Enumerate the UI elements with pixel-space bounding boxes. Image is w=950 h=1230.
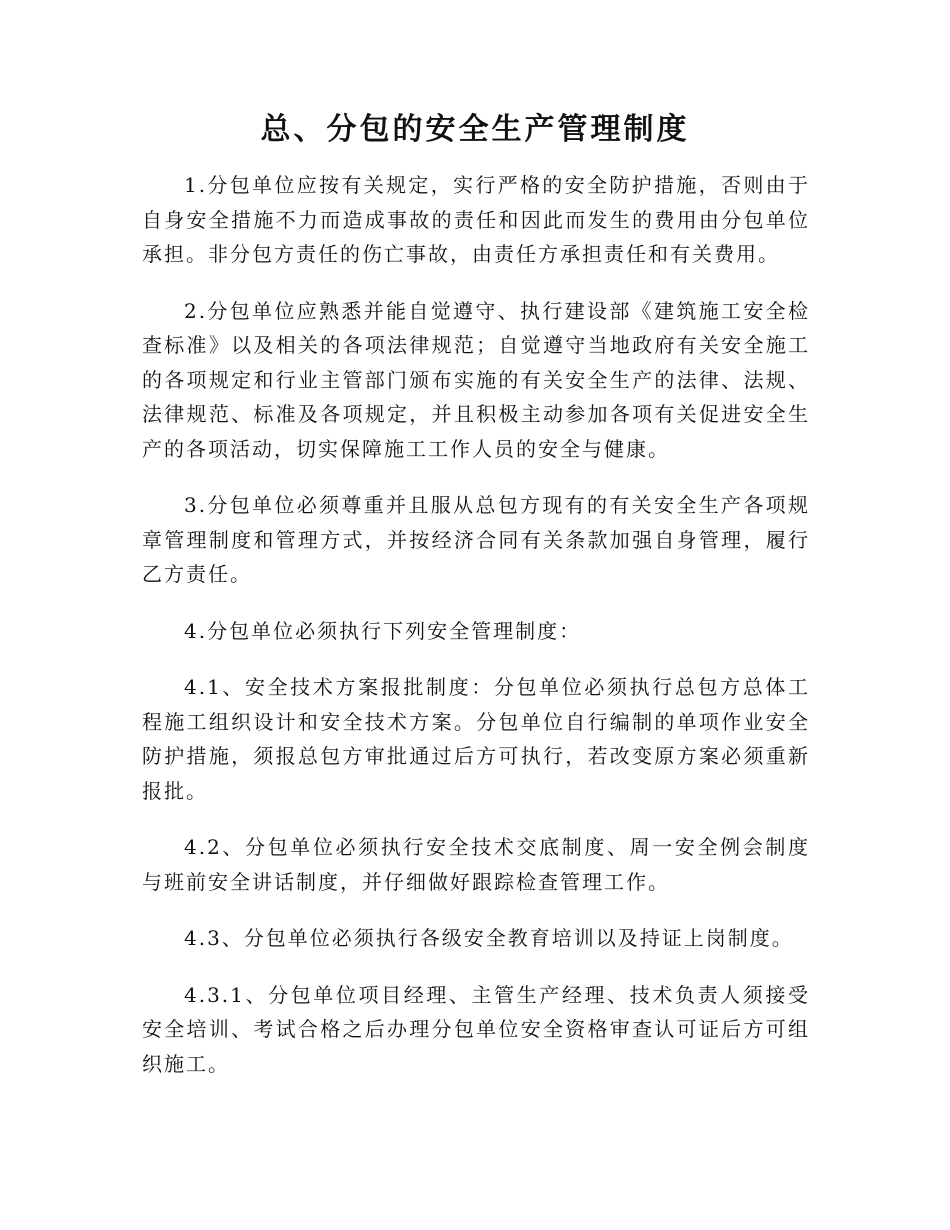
paragraph-3: 3.分包单位必须尊重并且服从总包方现有的有关安全生产各项规章管理制度和管理方式，并按经济合同有关条款加强自身管理，履行乙方责任。	[142, 493, 810, 586]
paragraph-4: 4.分包单位必须执行下列安全管理制度：	[184, 618, 582, 643]
paragraph-4-2: 4.2、分包单位必须执行安全技术交底制度、周一安全例会制度与班前安全讲话制度，并仔细做好跟踪检查管理工作。	[142, 835, 810, 894]
paragraph-4-1: 4.1、安全技术方案报批制度：分包单位必须执行总包方总体工程施工组织设计和安全技术方案。分包单位自行编制的单项作业安全防护措施，须报总包方审批通过后方可执行，若改变原方案必须重新报批。	[142, 675, 810, 803]
document-title: 总、分包的安全生产管理制度	[260, 112, 690, 147]
paragraph-4-3: 4.3、分包单位必须执行各级安全教育培训以及持证上岗制度。	[184, 926, 794, 950]
paragraph-4-3-1: 4.3.1、分包单位项目经理、主管生产经理、技术负责人须接受安全培训、考试合格之后办理分包单位安全资格审查认可证后方可组织施工。	[142, 982, 810, 1076]
document-body	[142, 168, 810, 1103]
paragraph-2: 2.分包单位应熟悉并能自觉遵守、执行建设部《建筑施工安全检查标准》以及相关的各项法律规范；自觉遵守当地政府有关安全施工的各项规定和行业主管部门颁布实施的有关安全生产的法律、法规、法律规范、标准及各项规定，并且积极主动参加各项有关促进安全生产的各项活动，切实保障施工工作人员的安全与健康。	[142, 298, 810, 461]
paragraph-1: 1.分包单位应按有关规定，实行严格的安全防护措施，否则由于自身安全措施不力而造成事故的责任和因此而发生的费用由分包单位承担。非分包方责任的伤亡事故，由责任方承担责任和有关费用。	[142, 173, 810, 266]
